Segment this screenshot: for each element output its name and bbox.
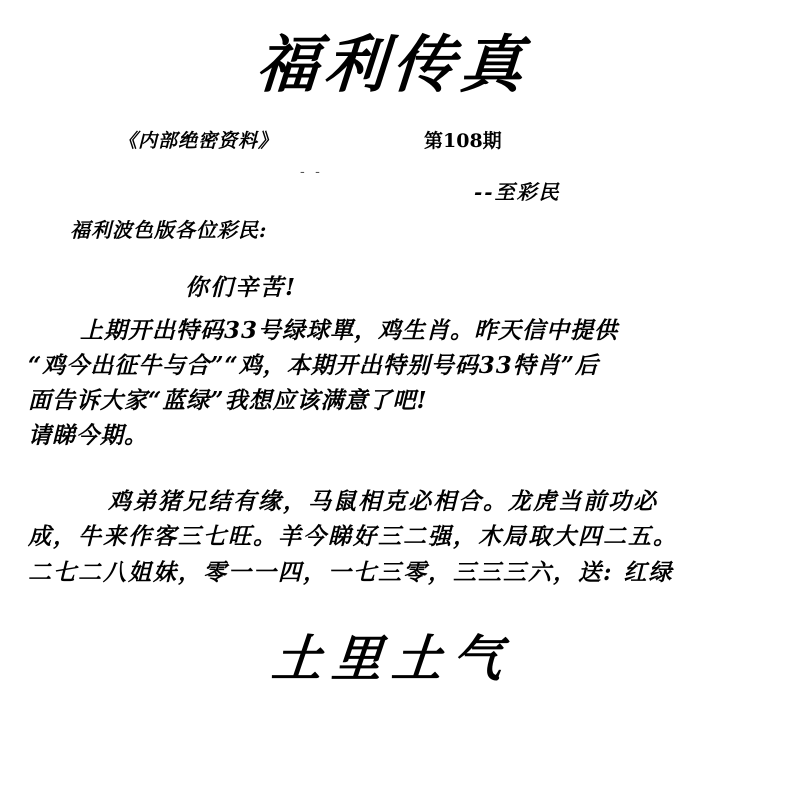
greeting: 你们辛苦! [185,274,298,301]
page-title: 福利传真 [253,28,532,101]
issue-number: 第108期 [424,130,502,152]
body-line: 面告诉大家“蓝绿”我想应该满意了吧! [28,386,428,414]
subtitle-row [0,126,785,154]
body-block [0,314,785,454]
body-line: 上期开出特码33号绿球單，鸡生肖。昨天信中提供 [80,317,619,344]
forecast-line: 鸡弟猪兄结有缘，马鼠相克必相合。龙虎当前功必 [108,487,658,515]
document-page [0,28,785,806]
dash-decoration: - - [300,164,323,180]
forecast-line: 二七二八姐妹，零一一四，一七三零，三三三六，送: 红绿 [28,559,674,587]
spacer [0,454,785,480]
forecast-line: 成，牛来作客三七旺。羊今睇好三二强，木局取大四二五。 [28,523,678,551]
forecast-block [0,484,785,591]
secret-material-label: 《内部绝密资料》 [118,130,279,152]
body-line: “鸡今出征牛与合”“鸡，本期开出特别号码33特肖”后 [28,351,599,379]
footer-title: 土里土气 [269,628,515,688]
salutation: 福利波色版各位彩民: [70,218,268,242]
addressed-to: --至彩民 [474,180,561,204]
addressee-row [0,164,785,206]
body-line: 请睇今期。 [28,421,148,449]
